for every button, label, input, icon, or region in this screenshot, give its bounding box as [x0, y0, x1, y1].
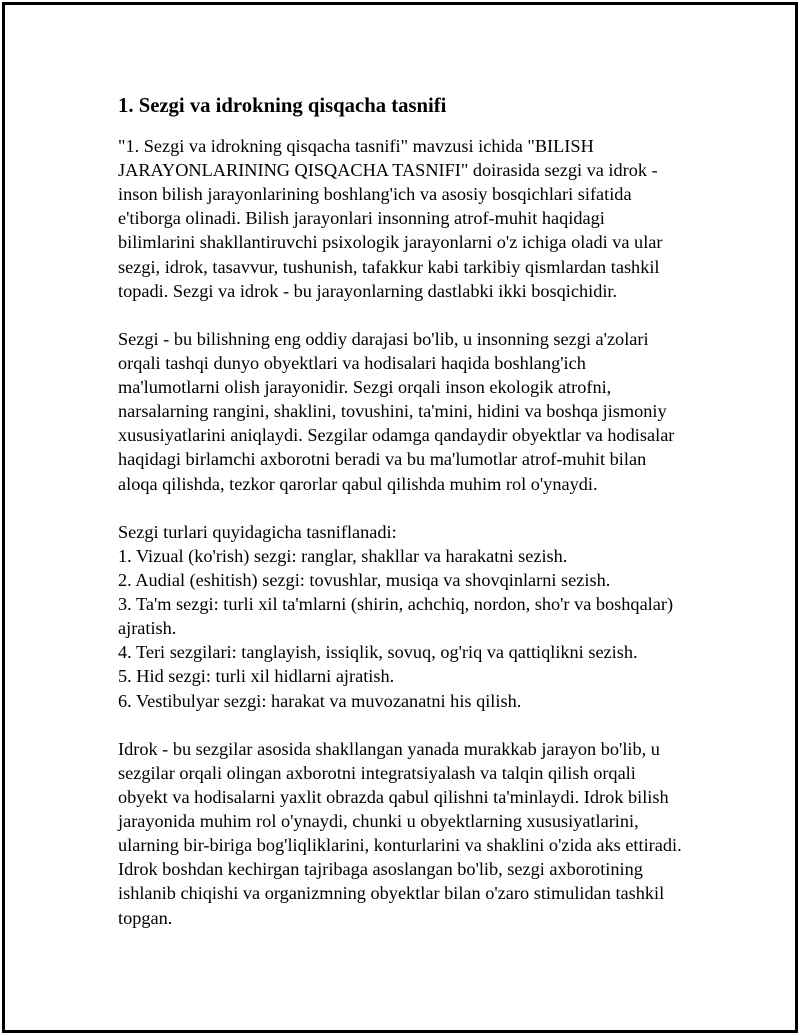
- sensation-types-intro: Sezgi turlari quyidagicha tasniflanadi:: [118, 521, 397, 542]
- sensation-type-item: 3. Ta'm sezgi: turli xil ta'mlarni (shirin, achchiq, nordon, sho'r va boshqalar): [118, 594, 674, 615]
- sensation-line: aloqa qilishda, tezkor qarorlar qabul qilishda muhim rol o'ynaydi.: [118, 473, 598, 494]
- perception-line: Idrok - bu sezgilar asosida shakllangan yanada murakkab jarayon bo'lib, u: [118, 738, 660, 759]
- sensation-types-list: [118, 520, 718, 713]
- document-body: [118, 134, 718, 930]
- intro-paragraph: [118, 134, 718, 303]
- sensation-type-item-continuation: ajratish.: [118, 618, 177, 639]
- intro-line: topadi. Sezgi va idrok - bu jarayonlarning dastlabki ikki bosqichidir.: [118, 280, 618, 301]
- document-content: [118, 94, 718, 930]
- sensation-type-item: 1. Vizual (ko'rish) sezgi: ranglar, shakllar va harakatni sezish.: [118, 545, 568, 566]
- perception-line: Idrok boshdan kechirgan tajribaga asoslangan bo'lib, sezgi axborotining: [118, 859, 643, 880]
- sensation-type-item: 5. Hid sezgi: turli xil hidlarni ajratish.: [118, 666, 395, 687]
- sensation-type-item: 6. Vestibulyar sezgi: harakat va muvozanatni his qilish.: [118, 690, 522, 711]
- sensation-line: orqali tashqi dunyo obyektlari va hodisalari haqida boshlang'ich: [118, 352, 586, 373]
- sensation-type-item: 2. Audial (eshitish) sezgi: tovushlar, musiqa va shovqinlarni sezish.: [118, 569, 611, 590]
- sensation-line: haqidagi birlamchi axborotni beradi va bu ma'lumotlar atrof-muhit bilan: [118, 449, 647, 470]
- sensation-line: narsalarning rangini, shaklini, tovushini, ta'mini, hidini va boshqa jismoniy: [118, 401, 667, 422]
- intro-line: inson bilish jarayonlarining boshlang'ich va asosiy bosqichlari sifatida: [118, 184, 632, 205]
- sensation-line: Sezgi - bu bilishning eng oddiy darajasi bo'lib, u insonning sezgi a'zolari: [118, 328, 649, 349]
- perception-line: ularning bir-biriga bog'liqliklarini, konturlarini va shaklini o'zida aks ettiradi.: [118, 835, 682, 856]
- perception-line: topgan.: [118, 907, 173, 928]
- sensation-line: ma'lumotlarni olish jarayonidir. Sezgi orqali inson ekologik atrofni,: [118, 377, 612, 398]
- intro-line: sezgi, idrok, tasavvur, tushunish, tafakkur kabi tarkibiy qismlardan tashkil: [118, 256, 660, 277]
- perception-line: obyekt va hodisalarni yaxlit obrazda qabul qilishni ta'minlaydi. Idrok bilish: [118, 786, 669, 807]
- intro-line: "1. Sezgi va idrokning qisqacha tasnifi" mavzusi ichida "BILISH: [118, 136, 594, 156]
- perception-paragraph: [118, 737, 718, 930]
- sensation-line: xususiyatlarini aniqlaydi. Sezgilar odamga qandaydir obyektlar va hodisalar: [118, 425, 675, 446]
- intro-line: JARAYONLARINING QISQACHA TASNIFI" doirasida sezgi va idrok -: [118, 160, 658, 181]
- perception-line: sezgilar orqali olingan axborotni integratsiyalash va talqin qilish orqali: [118, 762, 636, 783]
- sensation-type-item: 4. Teri sezgilari: tanglayish, issiqlik, sovuq, og'riq va qattiqlikni sezish.: [118, 642, 638, 663]
- perception-line: ishlanib chiqishi va organizmning obyektlar bilan o'zaro stimulidan tashkil: [118, 883, 665, 904]
- intro-line: bilimlarini shakllantiruvchi psixologik jarayonlarni o'z ichiga oladi va ular: [118, 232, 663, 253]
- page-title: 1. Sezgi va idrokning qisqacha tasnifi: [118, 95, 447, 117]
- intro-line: e'tiborga olinadi. Bilish jarayonlari insonning atrof-muhit haqidagi: [118, 208, 605, 229]
- sensation-paragraph: [118, 327, 718, 496]
- perception-line: jarayonida muhim rol o'ynaydi, chunki u obyektlarning xususiyatlarini,: [118, 811, 639, 832]
